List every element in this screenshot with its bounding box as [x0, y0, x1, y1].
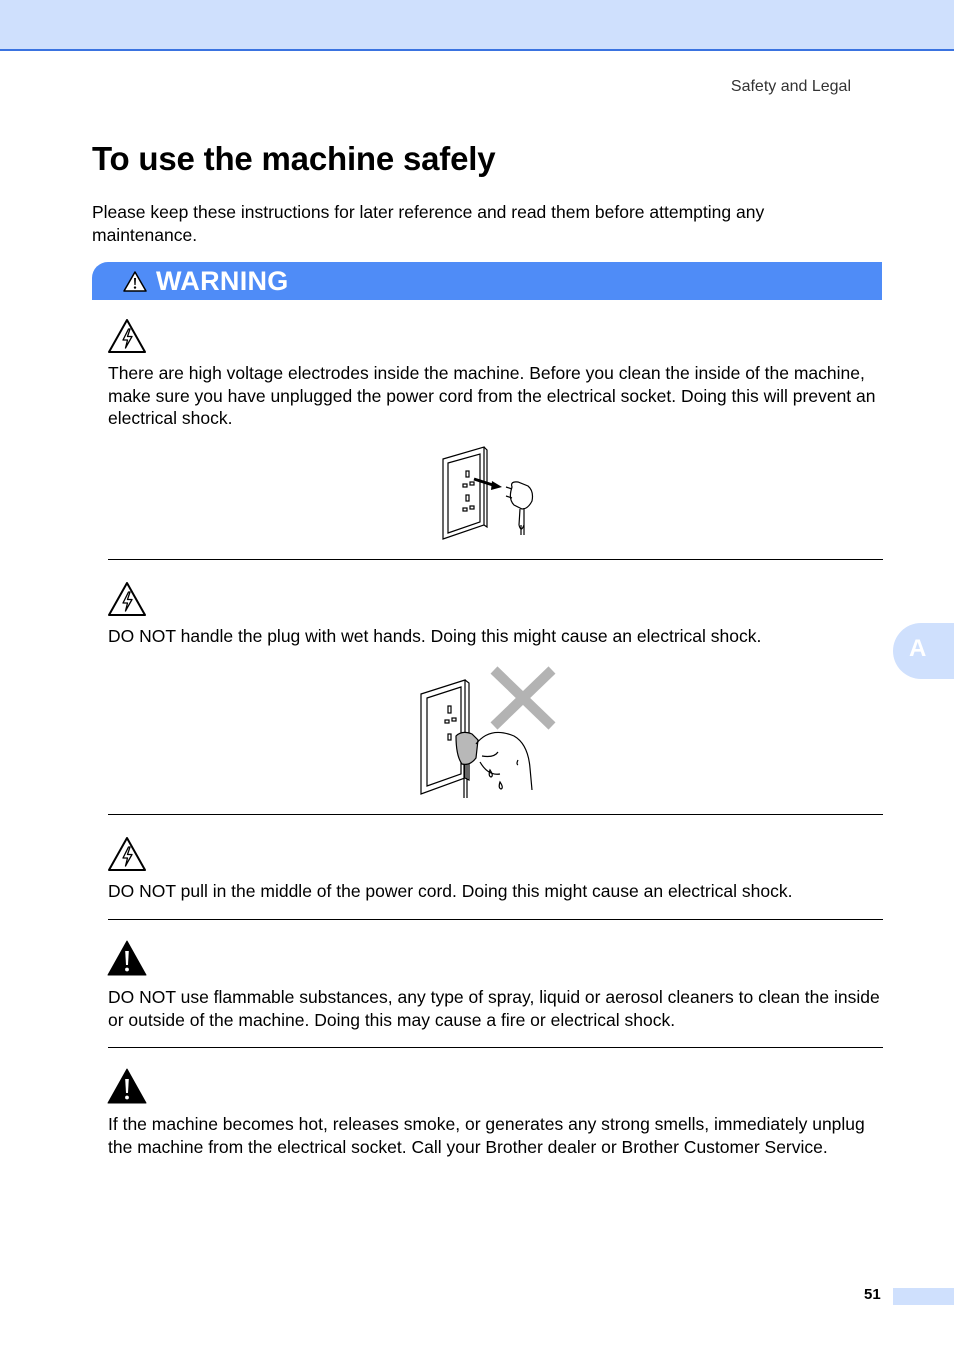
wet-hands-illustration — [418, 664, 558, 798]
appendix-side-tab — [893, 623, 954, 679]
top-header-band — [0, 0, 954, 51]
running-header: Safety and Legal — [730, 78, 851, 95]
electric-shock-icon — [107, 581, 147, 617]
divider-1 — [108, 559, 883, 560]
warning-exclamation-icon — [107, 940, 147, 976]
page-number: 51 — [864, 1286, 881, 1303]
warning-text-4: DO NOT use flammable substances, any type of spray, liquid or aerosol cleaners to clean the inside or outside of the machine. Doing this may cause a fire or electrical shock. — [108, 987, 880, 1030]
warning-triangle-icon — [123, 271, 147, 292]
side-tab-letter: A — [909, 635, 927, 662]
divider-4 — [108, 1047, 883, 1048]
unplug-illustration — [440, 445, 536, 540]
warning-text-3: DO NOT pull in the middle of the power cord. Doing this might cause an electrical shock. — [108, 881, 793, 901]
divider-2 — [108, 814, 883, 815]
electric-shock-icon — [107, 836, 147, 872]
warning-banner — [92, 262, 882, 300]
divider-3 — [108, 919, 883, 920]
electric-shock-icon — [107, 318, 147, 354]
page-number-tab — [893, 1288, 954, 1305]
intro-paragraph: Please keep these instructions for later reference and read them before attempting any maintenance. — [92, 202, 765, 245]
warning-text-5: If the machine becomes hot, releases smoke, or generates any strong smells, immediately unplug the machine from the electrical socket. Call your Brother dealer or Brother Customer Service. — [108, 1114, 865, 1157]
warning-text-1: There are high voltage electrodes inside the machine. Before you clean the inside of the machine, make sure you have unplugged the power cord from the electrical socket. Doing this will prevent an electrical shock. — [108, 363, 876, 428]
warning-text-2: DO NOT handle the plug with wet hands. Doing this might cause an electrical shock. — [108, 626, 762, 646]
warning-label: WARNING — [156, 265, 289, 296]
warning-exclamation-icon — [107, 1068, 147, 1104]
page-title: To use the machine safely — [92, 140, 496, 177]
